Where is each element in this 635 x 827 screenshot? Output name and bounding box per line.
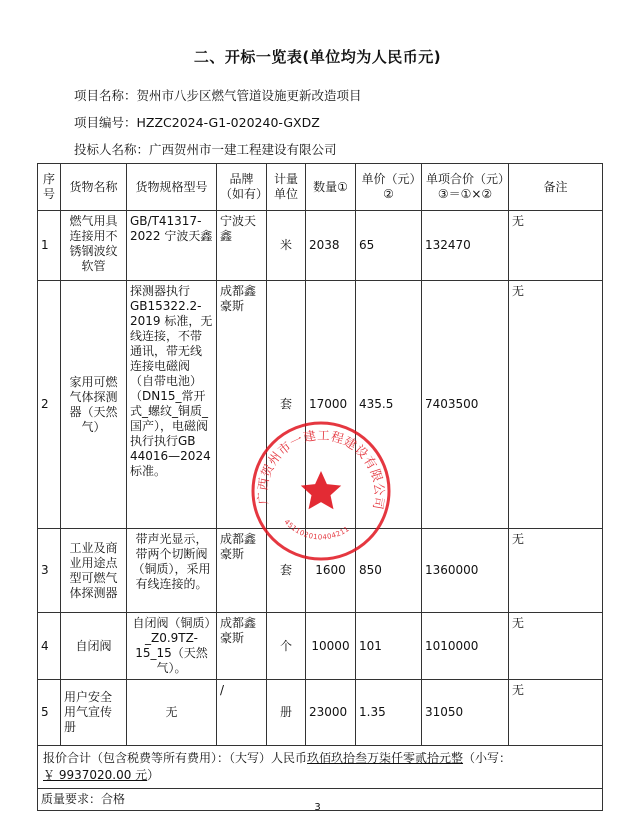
header-spec: 货物规格型号: [127, 164, 217, 211]
cell-name: 家用可燃气体探测器（天然气）: [61, 281, 127, 529]
cell-no: 4: [38, 613, 61, 680]
total-price-cell: [38, 746, 603, 789]
cell-total: 1010000: [422, 613, 509, 680]
cell-price: 850: [356, 529, 422, 613]
cell-remark: 无: [509, 211, 603, 281]
cell-unit: 套: [267, 529, 306, 613]
header-unit: 计量单位: [267, 164, 306, 211]
cell-remark: 无: [509, 613, 603, 680]
cell-price: 65: [356, 211, 422, 281]
header-no: 序号: [38, 164, 61, 211]
header-brand: 品牌（如有）: [217, 164, 267, 211]
table-row: [38, 613, 603, 680]
cell-unit: 米: [267, 211, 306, 281]
cell-brand: 宁波天鑫: [217, 211, 267, 281]
summary-small-label: （小写：: [463, 751, 512, 765]
cell-no: 5: [38, 680, 61, 746]
cell-price: 101: [356, 613, 422, 680]
table-row: [38, 680, 603, 746]
cell-qty: 10000: [306, 613, 356, 680]
header-total: 单项合价（元）③＝①×②: [422, 164, 509, 211]
cell-no: 1: [38, 211, 61, 281]
cell-no: 3: [38, 529, 61, 613]
cell-spec: 带声光显示，带两个切断阀（铜质），采用有线连接的。: [127, 529, 217, 613]
cell-unit: 套: [267, 281, 306, 529]
total-lowercase: ￥ 9937020.00 元: [43, 768, 148, 782]
cell-no: 2: [38, 281, 61, 529]
table-row: [38, 529, 603, 613]
cell-spec: GB/T41317-2022 宁波天鑫: [127, 211, 217, 281]
seal-code-textpath: 451102010404211: [282, 517, 351, 542]
cell-total: 132470: [422, 211, 509, 281]
table-row: [38, 211, 603, 281]
cell-name: 燃气用具连接用不锈钢波纹软管: [61, 211, 127, 281]
cell-unit: 个: [267, 613, 306, 680]
cell-spec: 自闭阀（铜质）_Z0.9TZ-15_15（天然气）。: [127, 613, 217, 680]
header-price: 单价（元）②: [356, 164, 422, 211]
cell-spec: 探测器执行GB15322.2-2019 标准，无线连接，不带通讯，带无线连接电磁阀（自带电池）（DN15_常开式_螺纹_铜质_国产），电磁阀执行执行GB 44016—2024标准。: [127, 281, 217, 529]
page-number: 3: [314, 802, 321, 813]
project-name: 项目名称：贺州市八步区燃气管道设施更新改造项目: [74, 88, 362, 103]
cell-qty: 1600: [306, 529, 356, 613]
cell-total: 31050: [422, 680, 509, 746]
header-qty: 数量①: [306, 164, 356, 211]
project-number: 项目编号：HZZC2024-G1-020240-GXDZ: [74, 115, 320, 130]
cell-total: 7403500: [422, 281, 509, 529]
cell-unit: 册: [267, 680, 306, 746]
cell-qty: 2038: [306, 211, 356, 281]
seal-outer-textpath: 广西贺州市一建工程建设有限公司: [254, 427, 388, 512]
cell-spec: 无: [127, 680, 217, 746]
cell-brand: 成都鑫豪斯: [217, 613, 267, 680]
cell-name: 用户安全用气宣传册: [61, 680, 127, 746]
cell-price: 1.35: [356, 680, 422, 746]
cell-price: 435.5: [356, 281, 422, 529]
table-row: [38, 281, 603, 529]
cell-qty: 17000: [306, 281, 356, 529]
quality-requirement: 质量要求：合格: [38, 789, 603, 811]
summary-prefix: 报价合计（包含税费等所有费用）：（大写）人民币: [43, 751, 308, 765]
cell-qty: 23000: [306, 680, 356, 746]
cell-remark: 无: [509, 529, 603, 613]
cell-name: 自闭阀: [61, 613, 127, 680]
cell-name: 工业及商业用途点型可燃气体探测器: [61, 529, 127, 613]
summary-row: [38, 746, 603, 789]
bidder-name: 投标人名称：广西贺州市一建工程建设有限公司: [74, 142, 337, 157]
cell-brand: 成都鑫豪斯: [217, 281, 267, 529]
cell-remark: 无: [509, 281, 603, 529]
header-remark: 备注: [509, 164, 603, 211]
header-name: 货物名称: [61, 164, 127, 211]
summary-close: ）: [147, 768, 160, 782]
page-title: 二、开标一览表(单位均为人民币元): [193, 48, 442, 66]
cell-brand: 成都鑫豪斯: [217, 529, 267, 613]
total-uppercase: 玖佰玖拾叁万柒仟零贰拾元整: [307, 751, 464, 765]
table-header-row: [38, 164, 603, 211]
cell-brand: /: [217, 680, 267, 746]
cell-remark: 无: [509, 680, 603, 746]
bid-table: [37, 163, 603, 811]
cell-total: 1360000: [422, 529, 509, 613]
